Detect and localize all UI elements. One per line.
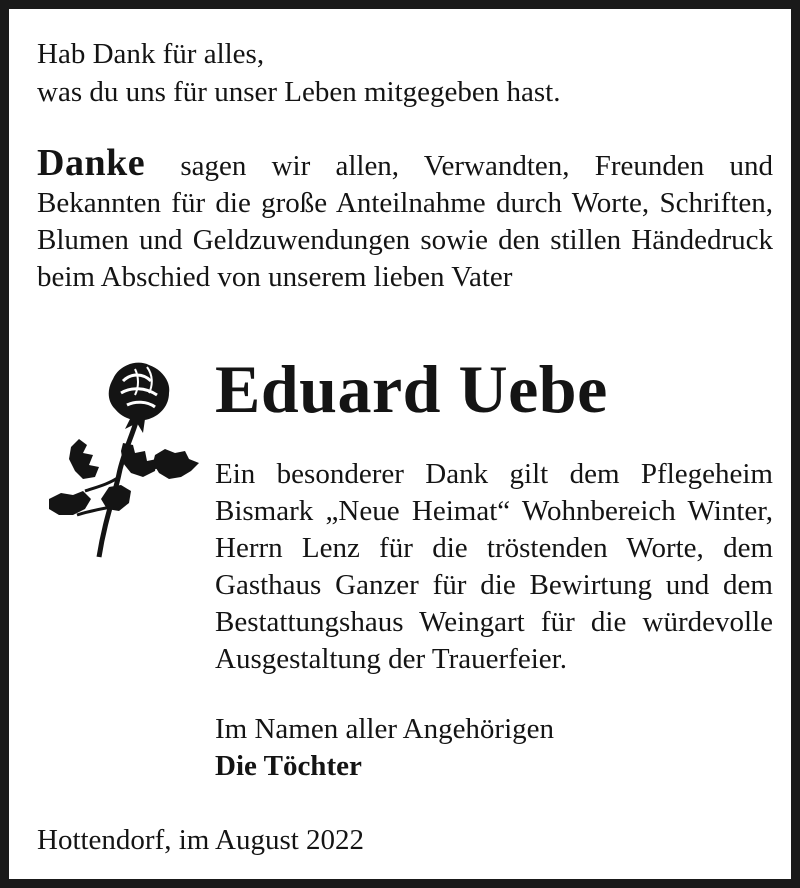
special-thanks-paragraph: Ein besonderer Dank gilt dem Pflegeheim Bismark „Neue Heimat“ Wohnbereich Winter, Herrn Lenz für die tröstenden Worte, dem Gasthaus Ganzer für die Bewirtung und dem Bestattungshaus Weingart für die würdevolle Ausgestaltung der Trauerfeier. xyxy=(215,458,773,675)
signature-line-2: Die Töchter xyxy=(215,750,362,782)
place-date: Hottendorf, im August 2022 xyxy=(37,824,365,856)
rose-icon xyxy=(39,359,209,559)
signature-line-1: Im Namen aller Angehörigen xyxy=(215,713,555,745)
motto-line-2: was du uns für unser Leben mitgegeben hast. xyxy=(37,76,561,108)
thanks-lead-word: Danke xyxy=(37,142,146,184)
deceased-name: Eduard Uebe xyxy=(215,351,608,427)
signature xyxy=(215,711,554,785)
motto xyxy=(37,35,560,111)
thanks-paragraph xyxy=(37,142,773,296)
thanks-text: sagen wir allen, Verwandten, Freunden und Bekannten für die große Anteilnahme durch Worte, Schriften, Blumen und Geldzuwendungen sowie den stillen Händedruck beim Abschied von unserem lieben Vater xyxy=(37,150,773,293)
motto-line-1: Hab Dank für alles, xyxy=(37,38,265,70)
